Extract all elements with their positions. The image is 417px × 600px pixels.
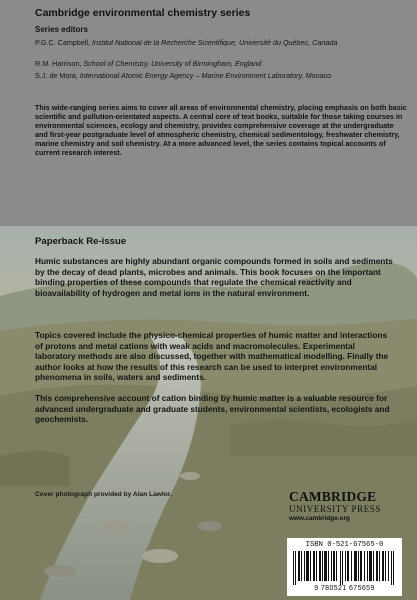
series-title: Cambridge environmental chemistry series <box>35 7 251 19</box>
editor-name: S.J. de Mora, <box>35 71 78 80</box>
series-editors-heading: Series editors <box>35 25 88 34</box>
blurb-paragraph: Humic substances are highly abundant organic compounds formed in soils and sediments by the decay of dead plants, microbes and animals. This book focuses on the important binding properties of these compounds that regulate the chemical reactivity and bioavailability of hydrogen and metal ions in the natural environment. <box>35 256 393 298</box>
barcode-panel <box>287 538 402 596</box>
isbn-number: ISBN 0-521-67565-0 <box>305 541 384 549</box>
publisher-logo <box>289 490 393 526</box>
editor-name: P.G.C. Campbell, <box>35 38 90 47</box>
publisher-name: CAMBRIDGE <box>289 489 377 504</box>
series-description: This wide-ranging series aims to cover all areas of environmental chemistry, placing emphasis on both basic scientific and pollution-orientated aspects. A central core of text books, suitable for those taking courses in environmental sciences, ecology and chemistry, provides comprehensive coverage at the undergraduate and first-year postgraduate level of atmospheric chemistry, chemical sedimentology, freshwater chemistry, marine chemistry and soil chemistry. At a more advanced level, the series contains topical accounts of current research interest. <box>35 103 407 158</box>
editor-entry <box>35 59 405 68</box>
publisher-url: www.cambridge.org <box>289 515 350 522</box>
blurb-paragraph: Topics covered include the physico-chemical properties of humic matter and interactions of protons and metal cations with weak acids and macromolecules. Experimental laboratory methods are also discussed, together with mathematical modelling. Finally the author looks at how the results of this research can be used to interpret environmental phenomena in soils, waters and sediments. <box>35 330 389 383</box>
publisher-subname: UNIVERSITY PRESS <box>289 504 382 514</box>
editor-affiliation: International Atomic Energy Agency – Marine Environment Laboratory, Monaco <box>79 71 332 80</box>
reissue-label: Paperback Re-issue <box>35 236 127 247</box>
photo-credit: Cover photograph provided by Alan Lawlor. <box>35 491 172 498</box>
editor-name: R.M. Harrison, <box>35 59 82 68</box>
editor-entry <box>35 38 405 47</box>
barcode-digits: 9 780521 675659 <box>314 585 375 592</box>
editor-entry <box>35 71 405 80</box>
barcode-icon <box>293 551 396 585</box>
editor-affiliation: School of Chemistry, University of Birmingham, England <box>83 59 262 68</box>
editor-affiliation: Institut National de la Recherche Scientifique, Université du Québec, Canada <box>92 38 338 47</box>
blurb-paragraph: This comprehensive account of cation binding by humic matter is a valuable resource for advanced undergraduate and graduate students, environmental scientists, ecologists and geochemists. <box>35 393 390 425</box>
